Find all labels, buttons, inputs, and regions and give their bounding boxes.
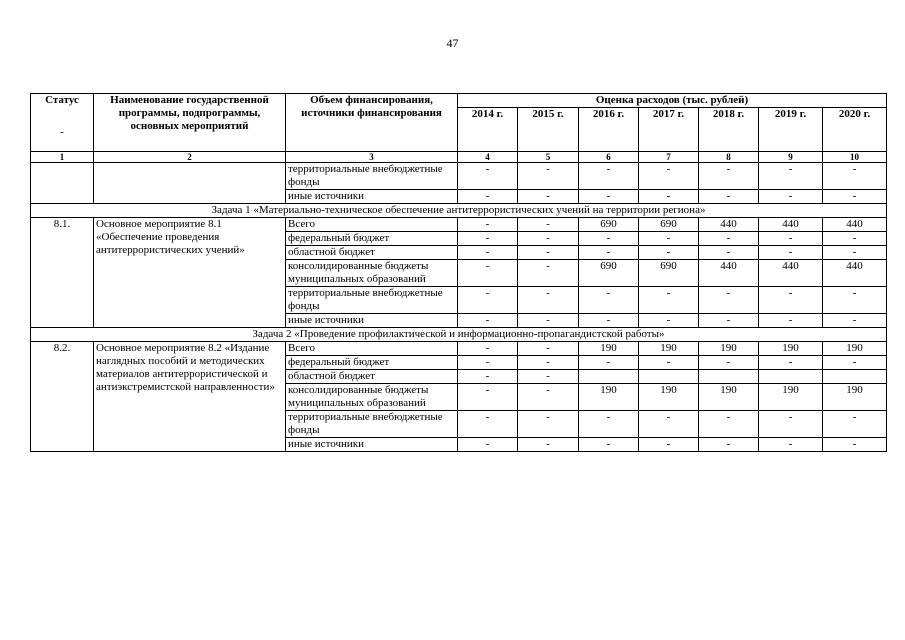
- table-row: [31, 163, 887, 190]
- value-cell: -: [699, 314, 759, 328]
- value-cell: -: [458, 438, 518, 452]
- value-cell: -: [699, 190, 759, 204]
- value-cell: -: [458, 287, 518, 314]
- value-cell: [579, 370, 639, 384]
- value-cell: -: [579, 438, 639, 452]
- column-number: 3: [286, 152, 458, 163]
- source-cell: федеральный бюджет: [286, 232, 458, 246]
- value-cell: -: [699, 356, 759, 370]
- value-cell: 190: [823, 384, 887, 411]
- value-cell: -: [518, 246, 579, 260]
- value-cell: -: [579, 163, 639, 190]
- value-cell: -: [518, 260, 579, 287]
- source-cell: территориальные внебюджетные фонды: [286, 411, 458, 438]
- value-cell: -: [518, 384, 579, 411]
- value-cell: -: [518, 232, 579, 246]
- value-cell: [823, 370, 887, 384]
- value-cell: -: [639, 246, 699, 260]
- value-cell: -: [518, 190, 579, 204]
- value-cell: 690: [579, 218, 639, 232]
- value-cell: -: [458, 246, 518, 260]
- header-name: Наименование государственной программы, подпрограммы, основных мероприятий: [94, 94, 286, 152]
- value-cell: -: [458, 342, 518, 356]
- value-cell: [759, 370, 823, 384]
- value-cell: -: [823, 356, 887, 370]
- value-cell: [699, 370, 759, 384]
- value-cell: -: [458, 384, 518, 411]
- column-number: 1: [31, 152, 94, 163]
- value-cell: -: [579, 356, 639, 370]
- task-title: Задача 1 «Материально-техническое обеспечение антитеррористических учений на территории региона»: [31, 204, 887, 218]
- task-title: Задача 2 «Проведение профилактической и информационно-пропагандистской работы»: [31, 328, 887, 342]
- value-cell: -: [458, 356, 518, 370]
- value-cell: -: [699, 163, 759, 190]
- value-cell: 440: [823, 218, 887, 232]
- value-cell: 440: [699, 260, 759, 287]
- header-status-label: Статус: [45, 94, 79, 106]
- value-cell: -: [518, 218, 579, 232]
- value-cell: -: [579, 232, 639, 246]
- header-year: 2016 г.: [579, 108, 639, 152]
- value-cell: 690: [639, 218, 699, 232]
- value-cell: -: [823, 314, 887, 328]
- value-cell: -: [759, 314, 823, 328]
- value-cell: -: [518, 342, 579, 356]
- header-estimate: Оценка расходов (тыс. рублей): [458, 94, 887, 108]
- task-row: [31, 204, 887, 218]
- value-cell: -: [458, 314, 518, 328]
- status-cell: 8.1.: [31, 218, 94, 328]
- value-cell: -: [759, 190, 823, 204]
- value-cell: -: [639, 314, 699, 328]
- value-cell: -: [579, 314, 639, 328]
- header-funding: Объем финансирования, источники финансирования: [286, 94, 458, 152]
- source-cell: областной бюджет: [286, 370, 458, 384]
- value-cell: -: [639, 287, 699, 314]
- value-cell: -: [823, 438, 887, 452]
- value-cell: -: [639, 163, 699, 190]
- value-cell: -: [699, 246, 759, 260]
- header-year: 2018 г.: [699, 108, 759, 152]
- source-cell: иные источники: [286, 314, 458, 328]
- task-row: [31, 328, 887, 342]
- value-cell: -: [759, 232, 823, 246]
- source-cell: Всего: [286, 218, 458, 232]
- value-cell: -: [823, 232, 887, 246]
- header-status: [31, 94, 94, 152]
- value-cell: -: [458, 411, 518, 438]
- value-cell: 190: [699, 384, 759, 411]
- value-cell: -: [759, 163, 823, 190]
- value-cell: -: [518, 411, 579, 438]
- column-number: 10: [823, 152, 887, 163]
- value-cell: -: [458, 218, 518, 232]
- value-cell: 190: [823, 342, 887, 356]
- value-cell: -: [639, 411, 699, 438]
- funding-table: [30, 93, 887, 452]
- value-cell: -: [759, 411, 823, 438]
- value-cell: 190: [579, 342, 639, 356]
- activity-name: Основное мероприятие 8.1 «Обеспечение проведения антитеррористических учений»: [94, 218, 286, 328]
- value-cell: -: [759, 356, 823, 370]
- value-cell: -: [759, 246, 823, 260]
- header-status-mark: -: [60, 126, 64, 138]
- value-cell: -: [639, 438, 699, 452]
- value-cell: 690: [579, 260, 639, 287]
- table-row: [31, 218, 887, 232]
- header-year: 2015 г.: [518, 108, 579, 152]
- status-cell: 8.2.: [31, 342, 94, 452]
- status-cell-empty: [31, 163, 94, 204]
- value-cell: -: [458, 190, 518, 204]
- value-cell: -: [518, 438, 579, 452]
- value-cell: 690: [639, 260, 699, 287]
- value-cell: -: [518, 163, 579, 190]
- column-number: 7: [639, 152, 699, 163]
- value-cell: -: [518, 314, 579, 328]
- value-cell: -: [579, 190, 639, 204]
- value-cell: [639, 370, 699, 384]
- value-cell: -: [823, 246, 887, 260]
- value-cell: -: [579, 287, 639, 314]
- source-cell: территориальные внебюджетные фонды: [286, 163, 458, 190]
- value-cell: 440: [823, 260, 887, 287]
- header-year: 2020 г.: [823, 108, 887, 152]
- name-cell-empty: [94, 163, 286, 204]
- value-cell: 190: [639, 342, 699, 356]
- value-cell: 190: [759, 342, 823, 356]
- value-cell: 190: [639, 384, 699, 411]
- table-row: [31, 342, 887, 356]
- column-number: 6: [579, 152, 639, 163]
- column-number: 5: [518, 152, 579, 163]
- value-cell: -: [759, 438, 823, 452]
- activity-name: Основное мероприятие 8.2 «Издание наглядных пособий и методических материалов антитеррористической и антиэкстремистской направленности»: [94, 342, 286, 452]
- value-cell: -: [458, 260, 518, 287]
- value-cell: 190: [699, 342, 759, 356]
- value-cell: -: [823, 411, 887, 438]
- value-cell: -: [458, 370, 518, 384]
- value-cell: -: [518, 356, 579, 370]
- value-cell: -: [823, 190, 887, 204]
- source-cell: иные источники: [286, 190, 458, 204]
- column-number: 2: [94, 152, 286, 163]
- value-cell: -: [639, 356, 699, 370]
- column-number: 8: [699, 152, 759, 163]
- value-cell: -: [759, 287, 823, 314]
- source-cell: консолидированные бюджеты муниципальных образований: [286, 384, 458, 411]
- value-cell: 190: [759, 384, 823, 411]
- header-year: 2014 г.: [458, 108, 518, 152]
- value-cell: -: [699, 287, 759, 314]
- value-cell: -: [518, 287, 579, 314]
- value-cell: -: [579, 246, 639, 260]
- column-numbers-row: [31, 152, 887, 163]
- source-cell: областной бюджет: [286, 246, 458, 260]
- value-cell: 440: [759, 260, 823, 287]
- source-cell: федеральный бюджет: [286, 356, 458, 370]
- source-cell: территориальные внебюджетные фонды: [286, 287, 458, 314]
- value-cell: -: [458, 232, 518, 246]
- page-number: 47: [446, 36, 459, 50]
- value-cell: 440: [759, 218, 823, 232]
- value-cell: -: [518, 370, 579, 384]
- header-year: 2017 г.: [639, 108, 699, 152]
- value-cell: -: [699, 438, 759, 452]
- value-cell: 190: [579, 384, 639, 411]
- value-cell: -: [639, 190, 699, 204]
- column-number: 9: [759, 152, 823, 163]
- value-cell: -: [823, 287, 887, 314]
- value-cell: -: [639, 232, 699, 246]
- value-cell: -: [579, 411, 639, 438]
- value-cell: -: [823, 163, 887, 190]
- value-cell: -: [699, 411, 759, 438]
- header-year: 2019 г.: [759, 108, 823, 152]
- source-cell: иные источники: [286, 438, 458, 452]
- value-cell: -: [699, 232, 759, 246]
- source-cell: консолидированные бюджеты муниципальных образований: [286, 260, 458, 287]
- column-number: 4: [458, 152, 518, 163]
- value-cell: 440: [699, 218, 759, 232]
- source-cell: Всего: [286, 342, 458, 356]
- value-cell: -: [458, 163, 518, 190]
